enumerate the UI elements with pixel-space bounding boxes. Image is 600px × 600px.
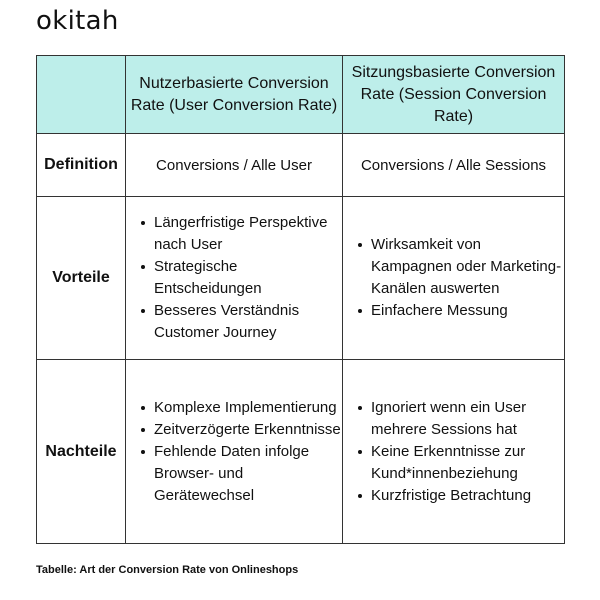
list-item: Besseres Verständnis Customer Journey [154,300,342,344]
list-item: Einfachere Messung [371,300,564,322]
table-row-definition [37,134,565,197]
nachteile-session-list [343,397,564,507]
row-label-vorteile: Vorteile [37,197,126,360]
header-user-conversion-rate: Nutzerbasierte Conversion Rate (User Conversion Rate) [126,56,343,134]
vorteile-session-list [343,234,564,322]
table-row-vorteile [37,197,565,360]
list-item: Strategische Entscheidungen [154,256,342,300]
list-item: Längerfristige Perspektive nach User [154,212,342,256]
list-item: Wirksamkeit von Kampagnen oder Marketing-Kanälen auswerten [371,234,564,300]
header-session-conversion-rate: Sitzungsbasierte Conversion Rate (Session Conversion Rate) [343,56,565,134]
row-label-nachteile: Nachteile [37,360,126,544]
list-item: Zeitverzögerte Erkenntnisse [154,419,342,441]
vorteile-user-list [126,212,342,344]
list-item: Keine Erkenntnisse zur Kund*innenbeziehung [371,441,564,485]
nachteile-user-list [126,397,342,507]
vorteile-session-cell [343,197,565,360]
list-item: Ignoriert wenn ein User mehrere Sessions hat [371,397,564,441]
table-caption: Tabelle: Art der Conversion Rate von Onlineshops [36,564,299,576]
vorteile-user-cell [126,197,343,360]
list-item: Fehlende Daten infolge Browser- und Gerätewechsel [154,441,342,507]
list-item: Komplexe Implementierung [154,397,342,419]
nachteile-user-cell [126,360,343,544]
definition-user-cell: Conversions / Alle User [126,134,343,197]
definition-session-cell: Conversions / Alle Sessions [343,134,565,197]
header-corner-cell [37,56,126,134]
table-row-nachteile [37,360,565,544]
comparison-table [36,55,565,544]
brand-logo: okitah [36,6,119,36]
list-item: Kurzfristige Betrachtung [371,485,564,507]
row-label-definition: Definition [37,134,126,197]
table-header-row [37,56,565,134]
nachteile-session-cell [343,360,565,544]
